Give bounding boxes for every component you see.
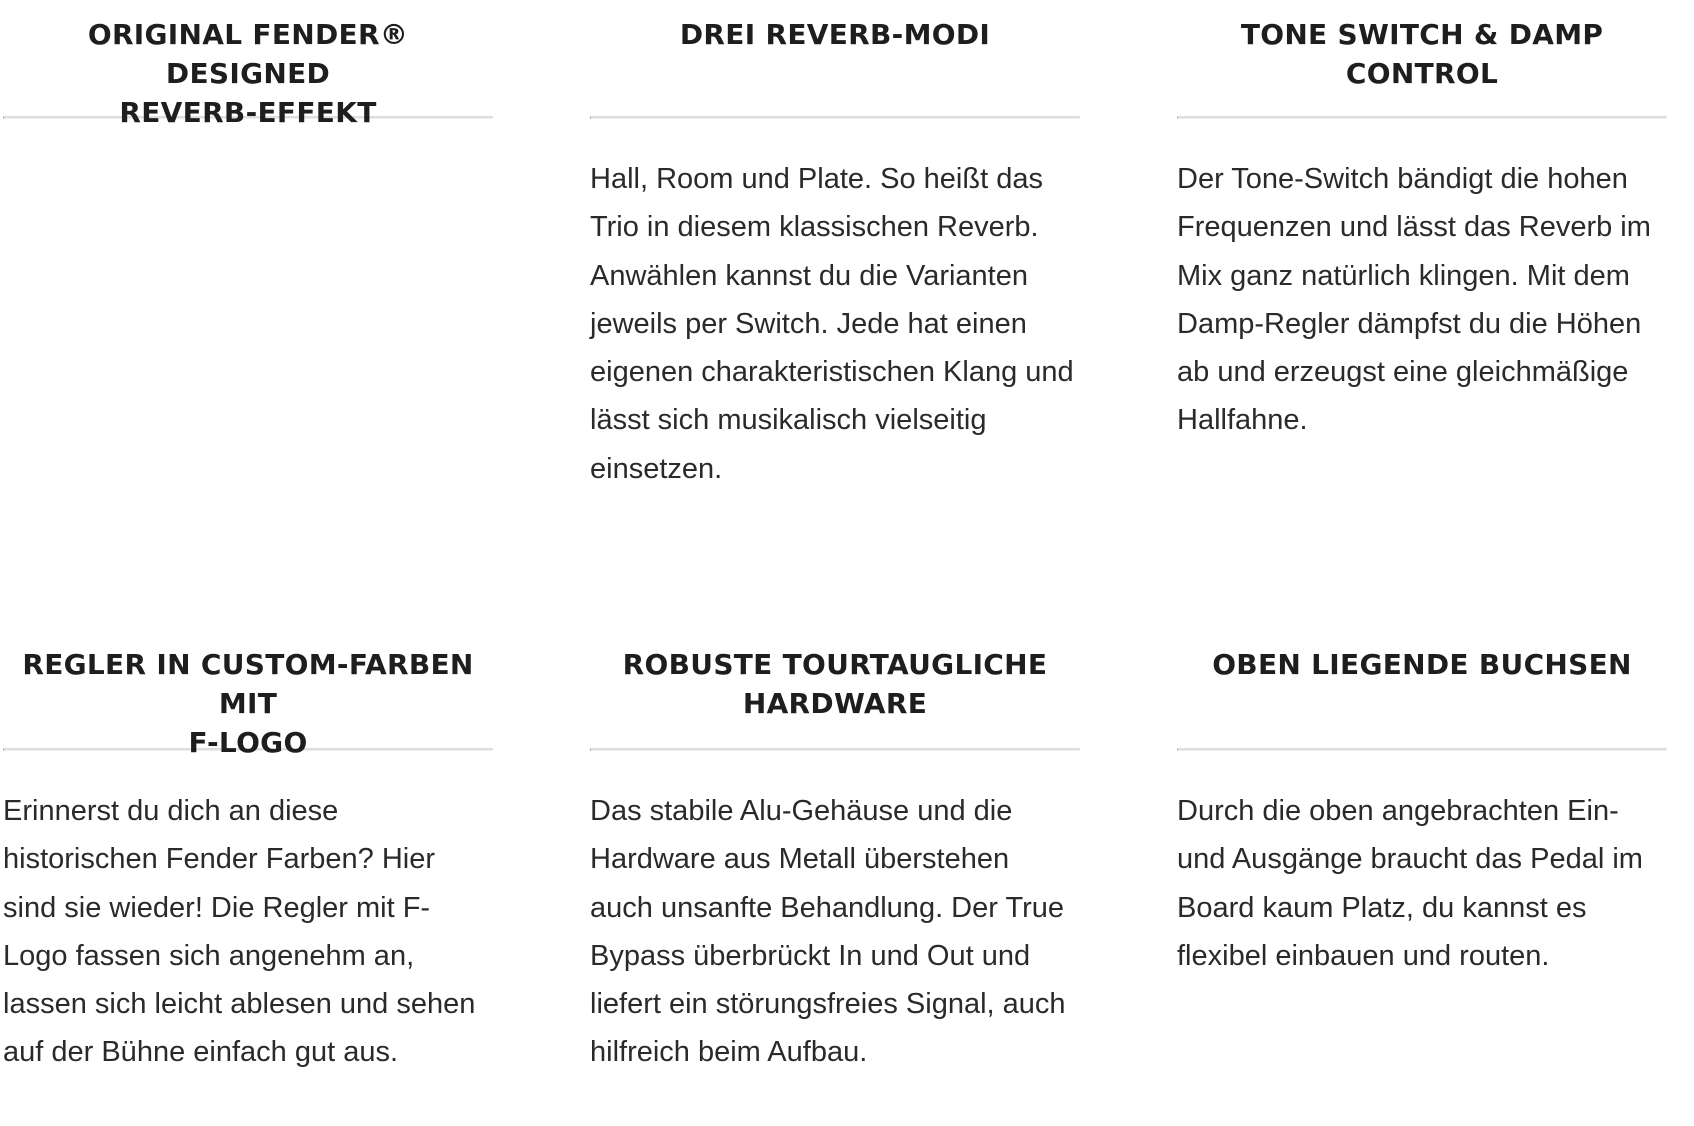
feature-robust-hardware bbox=[590, 632, 1080, 1126]
feature-description: Der Tone-Switch bändigt die hohen Frequenzen und lässt das Reverb im Mix ganz natürlich klingen. Mit dem Damp-Regler dämpfst du die Höhen ab und erzeugst eine gleichmäßige Hallfahne. bbox=[1177, 163, 1651, 437]
feature-custom-knobs bbox=[3, 632, 493, 1126]
feature-title: ROBUSTE TOURTAUGLICHE HARDWARE bbox=[622, 648, 1048, 720]
feature-title: TONE SWITCH & DAMP CONTROL bbox=[1240, 18, 1604, 90]
feature-title: DREI REVERB-MODI bbox=[679, 18, 991, 51]
feature-title: OBEN LIEGENDE BUCHSEN bbox=[1212, 648, 1632, 681]
feature-reverb-modes bbox=[590, 0, 1080, 632]
feature-fender-reverb bbox=[3, 0, 493, 632]
feature-title: ORIGINAL FENDER® DESIGNED REVERB-EFFEKT bbox=[87, 18, 409, 129]
feature-description: Erinnerst du dich an diese historischen Fender Farben? Hier sind sie wieder! Die Regler mit F-Logo fassen sich angenehm an, lassen sich leicht ablesen und sehen auf der Bühne einfach gut aus. bbox=[3, 795, 476, 1069]
feature-description: Durch die oben angebrachten Ein- und Ausgänge braucht das Pedal im Board kaum Platz, du kannst es flexibel einbauen und routen. bbox=[1177, 795, 1643, 972]
feature-grid bbox=[3, 0, 1683, 1126]
feature-top-jacks bbox=[1177, 632, 1667, 1126]
feature-description: Hall, Room und Plate. So heißt das Trio in diesem klassischen Reverb. Anwählen kannst du die Varianten jeweils per Switch. Jede hat einen eigenen charakteristischen Klang und lässt sich musikalisch vielseitig einsetzen. bbox=[590, 163, 1074, 485]
feature-title: REGLER IN CUSTOM-FARBEN MIT F-LOGO bbox=[22, 648, 474, 759]
feature-tone-damp bbox=[1177, 0, 1667, 632]
feature-description: Das stabile Alu-Gehäuse und die Hardware aus Metall überstehen auch unsanfte Behandlung. Der True Bypass überbrückt In und Out und liefert ein störungsfreies Signal, auch hilfreich beim Aufbau. bbox=[590, 795, 1066, 1069]
